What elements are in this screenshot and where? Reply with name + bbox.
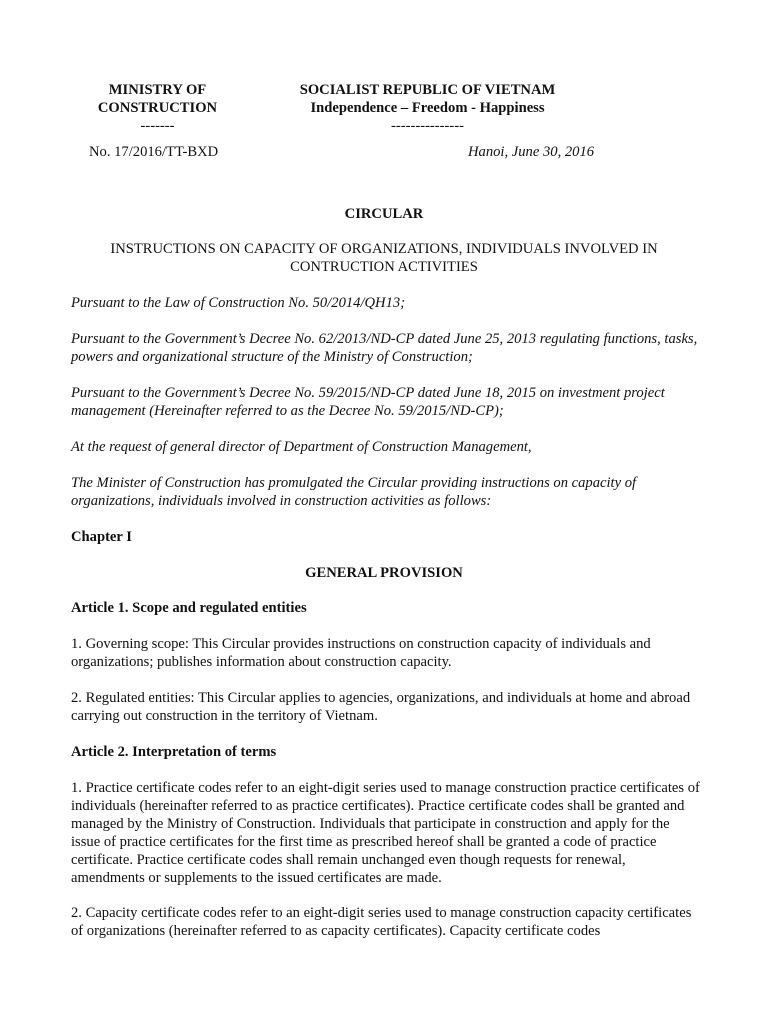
article-2-heading: Article 2. Interpretation of terms xyxy=(71,744,277,760)
ministry-block xyxy=(80,81,235,135)
article-2-paragraph-1: 1. Practice certificate codes refer to an eight-digit series used to manage construction practice certificates of individuals (hereinafter referred to as practice certificates). Practice certificate codes shall be granted and managed by the Ministry of Construction. Individuals that participate in construction and apply for the issue of practice certificates for the first time as prescribed hereof shall be granted a code of practice certificate. Practice certificate codes shall remain unchanged even though requests for renewal, amendments or supplements to the issued certificates are made. xyxy=(71,780,700,886)
preamble-decree-62: Pursuant to the Government’s Decree No. 62/2013/ND-CP dated June 25, 2013 regulating functions, tasks, powers and organizational structure of the Ministry of Construction; xyxy=(71,331,698,365)
preamble-request: At the request of general director of Department of Construction Management, xyxy=(71,439,532,455)
article-2-paragraph-2: 2. Capacity certificate codes refer to an eight-digit series used to manage construction capacity certificates of organizations (hereinafter referred to as capacity certificates). Capacity certificate codes xyxy=(71,905,692,939)
republic-name: SOCIALIST REPUBLIC OF VIETNAM xyxy=(299,82,556,98)
republic-block xyxy=(280,81,575,135)
article-1-heading: Article 1. Scope and regulated entities xyxy=(71,600,307,616)
subject-line-2: CONTRUCTION ACTIVITIES xyxy=(290,259,478,275)
ministry-rule: ------- xyxy=(140,118,175,134)
article-1-paragraph-1: 1. Governing scope: This Circular provides instructions on construction capacity of individuals and organizations; publishes information about construction capacity. xyxy=(71,636,651,670)
document-subject xyxy=(71,240,697,276)
article-1-paragraph-2: 2. Regulated entities: This Circular applies to agencies, organizations, and individuals at home and abroad carrying out construction in the territory of Vietnam. xyxy=(71,690,691,724)
preamble-law: Pursuant to the Law of Construction No. 50/2014/QH13; xyxy=(71,295,406,311)
document-type: CIRCULAR xyxy=(344,206,424,222)
document-number: No. 17/2016/TT-BXD xyxy=(89,144,219,160)
subject-line-1: INSTRUCTIONS ON CAPACITY OF ORGANIZATIONS, INDIVIDUALS INVOLVED IN xyxy=(110,241,658,257)
preamble-decree-59: Pursuant to the Government’s Decree No. 59/2015/ND-CP dated June 18, 2015 on investment project management (Hereinafter referred to as the Decree No. 59/2015/ND-CP); xyxy=(71,385,665,419)
place-and-date: Hanoi, June 30, 2016 xyxy=(468,144,595,160)
republic-rule: --------------- xyxy=(391,118,464,134)
chapter-title: GENERAL PROVISION xyxy=(305,565,463,581)
chapter-label: Chapter I xyxy=(71,529,132,545)
national-motto: Independence – Freedom - Happiness xyxy=(310,100,545,116)
ministry-name-line1: MINISTRY OF xyxy=(108,82,207,98)
ministry-name-line2: CONSTRUCTION xyxy=(97,100,218,116)
preamble-promulgation: The Minister of Construction has promulgated the Circular providing instructions on capacity of organizations, individuals involved in construction activities as follows: xyxy=(71,475,637,509)
